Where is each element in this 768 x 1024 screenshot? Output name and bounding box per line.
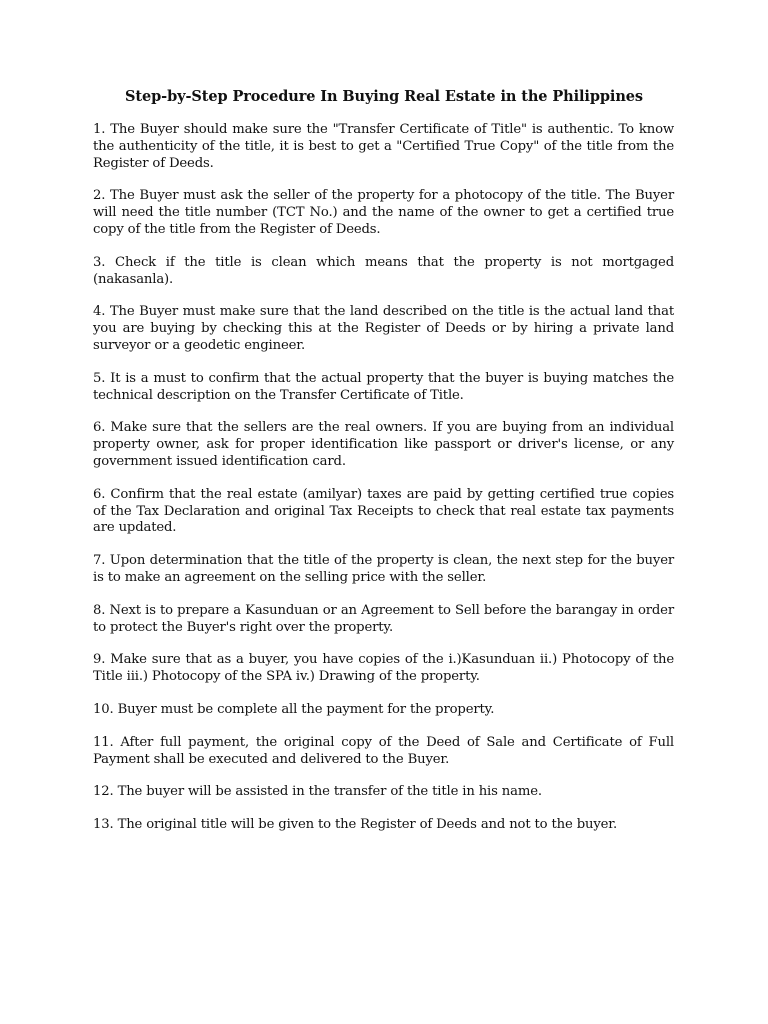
step-12: 12. The buyer will be assisted in the transfer of the title in his name. — [93, 784, 542, 800]
step-7: 7. Upon determination that the title of the property is clean, the next step for the buyer is to make an agreement on the selling price with the seller. — [93, 553, 674, 585]
step-1: 1. The Buyer should make sure the "Transfer Certificate of Title" is authentic. To know the authenticity of the title, it is best to get a "Certified True Copy" of the title from the Register of Deeds. — [93, 122, 674, 171]
step-10: 10. Buyer must be complete all the payment for the property. — [93, 701, 495, 717]
step-8: 8. Next is to prepare a Kasunduan or an Agreement to Sell before the barangay in order to protect the Buyer's right over the property. — [93, 602, 674, 635]
step-6b: 6. Confirm that the real estate (amilyar) taxes are paid by getting certified true copies of the Tax Declaration and original Tax Receipts to check that real estate tax payments are updated. — [93, 486, 674, 536]
step-13: 13. The original title will be given to the Register of Deeds and not to the buyer. — [93, 817, 618, 833]
step-11: 11. After full payment, the original copy of the Deed of Sale and Certificate of Full Payment shall be executed and delivered to the Buyer. — [93, 734, 674, 767]
step-6a: 6. Make sure that the sellers are the real owners. If you are buying from an individual property owner, ask for proper identification like passport or driver's license, or any government issued identification card. — [93, 420, 674, 469]
steps-list — [93, 122, 674, 850]
step-9: 9. Make sure that as a buyer, you have copies of the i.)Kasunduan ii.) Photocopy of the Title iii.) Photocopy of the SPA iv.) Drawing of the property. — [93, 652, 674, 685]
document-title: Step-by-Step Procedure In Buying Real Estate in the Philippines — [125, 88, 643, 105]
step-4: 4. The Buyer must make sure that the land described on the title is the actual land that you are buying by checking this at the Register of Deeds or by hiring a private land surveyor or a geodetic engineer. — [93, 304, 674, 353]
step-2: 2. The Buyer must ask the seller of the property for a photocopy of the title. The Buyer will need the title number (TCT No.) and the name of the owner to get a certified true copy of the title from the Register of Deeds. — [93, 188, 674, 237]
step-3: 3. Check if the title is clean which means that the property is not mortgaged (nakasanla). — [93, 254, 674, 287]
step-5: 5. It is a must to confirm that the actual property that the buyer is buying matches the technical description on the Transfer Certificate of Title. — [93, 370, 674, 403]
